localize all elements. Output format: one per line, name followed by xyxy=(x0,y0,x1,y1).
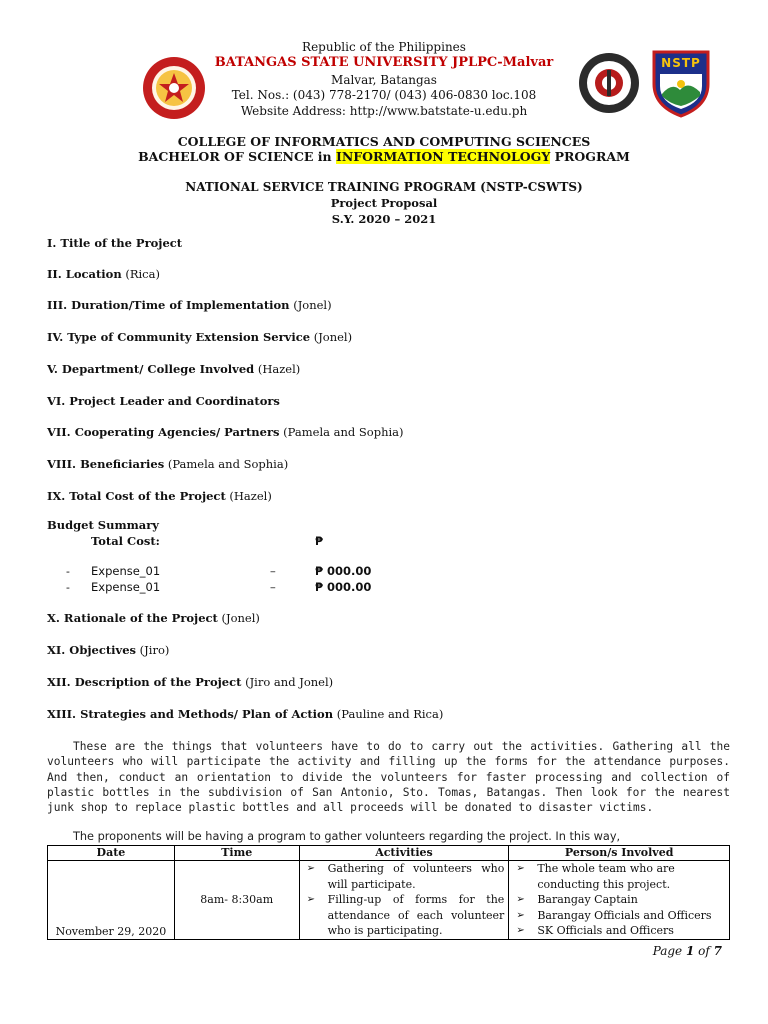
list-item: ➢ Gathering of volunteers who will participate. xyxy=(306,862,505,891)
section-title-of-project: I. Title of the Project xyxy=(47,236,183,250)
list-item: ➢ Barangay Officials and Officers xyxy=(516,908,712,922)
section-cooperating-agencies: VII. Cooperating Agencies/ Partners (Pamela and Sophia) xyxy=(47,425,404,439)
nstp-logo-text: NSTP xyxy=(661,56,701,70)
expense-name: Expense_01 xyxy=(91,564,161,578)
section-rationale: X. Rationale of the Project (Jonel) xyxy=(47,611,260,625)
expense-separator: – xyxy=(270,564,276,578)
expense-amount: ₱ 000.00 xyxy=(315,564,372,578)
program-suffix: PROGRAM xyxy=(550,149,630,164)
header-activities: Activities xyxy=(299,846,509,861)
list-item: ➢ SK Officials and Officers xyxy=(516,924,674,937)
section-description: XII. Description of the Project (Jiro and Jonel) xyxy=(47,675,334,689)
plan-of-action-table xyxy=(47,845,730,940)
college-name: COLLEGE OF INFORMATICS AND COMPUTING SCIENCES xyxy=(177,134,591,149)
section-total-cost: IX. Total Cost of the Project (Hazel) xyxy=(47,489,272,503)
header-time: Time xyxy=(174,846,299,861)
section-service-type: IV. Type of Community Extension Service (Jonel) xyxy=(47,330,353,344)
arrow-bullet-icon: ➢ xyxy=(306,894,315,905)
section-location: II. Location (Rica) xyxy=(47,267,160,281)
expense-name: Expense_01 xyxy=(91,580,161,594)
date-cell: November 29, 2020 xyxy=(48,861,175,940)
website-address: Website Address: http://www.batstate-u.edu.ph xyxy=(240,104,528,118)
university-seal-logo xyxy=(142,56,206,120)
total-cost-value: ₱ xyxy=(315,534,324,548)
program-line xyxy=(0,149,768,164)
time-cell: 8am- 8:30am xyxy=(174,861,299,940)
section-project-leader: VI. Project Leader and Coordinators xyxy=(47,394,280,408)
expense-separator: – xyxy=(270,580,276,594)
program-prefix: BACHELOR OF SCIENCE in xyxy=(138,149,336,164)
school-year: S.Y. 2020 – 2021 xyxy=(331,212,437,226)
list-item: ➢ Filling-up of forms for the attendance of each volunteer who is participating. xyxy=(306,893,505,937)
republic-line: Republic of the Philippines xyxy=(302,40,466,54)
campus-address: Malvar, Batangas xyxy=(331,73,437,87)
nstp-shield-logo xyxy=(650,48,712,118)
section-strategies: XIII. Strategies and Methods/ Plan of Action (Pauline and Rica) xyxy=(47,707,444,721)
total-cost-label: Total Cost: xyxy=(91,534,160,548)
program-highlight: INFORMATION TECHNOLOGY xyxy=(335,149,551,164)
expense-dash: - xyxy=(66,580,70,594)
arrow-bullet-icon: ➢ xyxy=(516,925,525,936)
university-name: BATANGAS STATE UNIVERSITY JPLPC-Malvar xyxy=(214,55,554,70)
arrow-bullet-icon: ➢ xyxy=(306,863,315,874)
proposal-subtitle: Project Proposal xyxy=(330,196,438,210)
header-date: Date xyxy=(48,846,175,861)
budget-summary-heading: Budget Summary xyxy=(47,518,159,532)
arrow-bullet-icon: ➢ xyxy=(516,894,525,905)
telephone-numbers: Tel. Nos.: (043) 778-2170/ (043) 406-0830 loc.108 xyxy=(231,88,537,102)
campus-organization-logo xyxy=(578,52,640,114)
arrow-bullet-icon: ➢ xyxy=(516,863,525,874)
list-item: ➢ The whole team who are conducting this project. xyxy=(516,862,675,891)
page-number: Page 1 of 7 xyxy=(652,944,722,958)
table-row xyxy=(48,861,730,940)
persons-cell xyxy=(509,861,730,940)
arrow-bullet-icon: ➢ xyxy=(516,909,525,921)
activities-cell xyxy=(299,861,509,940)
expense-dash: - xyxy=(66,564,70,578)
section-duration: III. Duration/Time of Implementation (Jonel) xyxy=(47,298,332,312)
list-item: ➢ Barangay Captain xyxy=(516,893,638,906)
proposal-title: NATIONAL SERVICE TRAINING PROGRAM (NSTP-CSWTS) xyxy=(185,180,583,194)
header-persons-involved: Person/s Involved xyxy=(509,846,730,861)
table-header-row xyxy=(48,846,730,861)
section-objectives: XI. Objectives (Jiro) xyxy=(47,643,170,657)
expense-amount: ₱ 000.00 xyxy=(315,580,372,594)
section-beneficiaries: VIII. Beneficiaries (Pamela and Sophia) xyxy=(47,457,289,471)
section-department: V. Department/ College Involved (Hazel) xyxy=(47,362,301,376)
strategies-paragraph: These are the things that volunteers have to do to carry out the activities. Gathering all the volunteers who will participate the activity and filling up the forms for the attendance purposes. And then, conduct an orientation to divide the volunteers for faster processing and collection of plastic bottles in the subdivision of San Antonio, Sto. Tomas, Batangas. Then look for the nearest junk shop to replace plastic bottles and all proceeds will be donated to disaster victims. xyxy=(47,740,730,815)
program-intro-text: The proponents will be having a program to gather volunteers regarding the project. In this way, xyxy=(73,830,621,843)
